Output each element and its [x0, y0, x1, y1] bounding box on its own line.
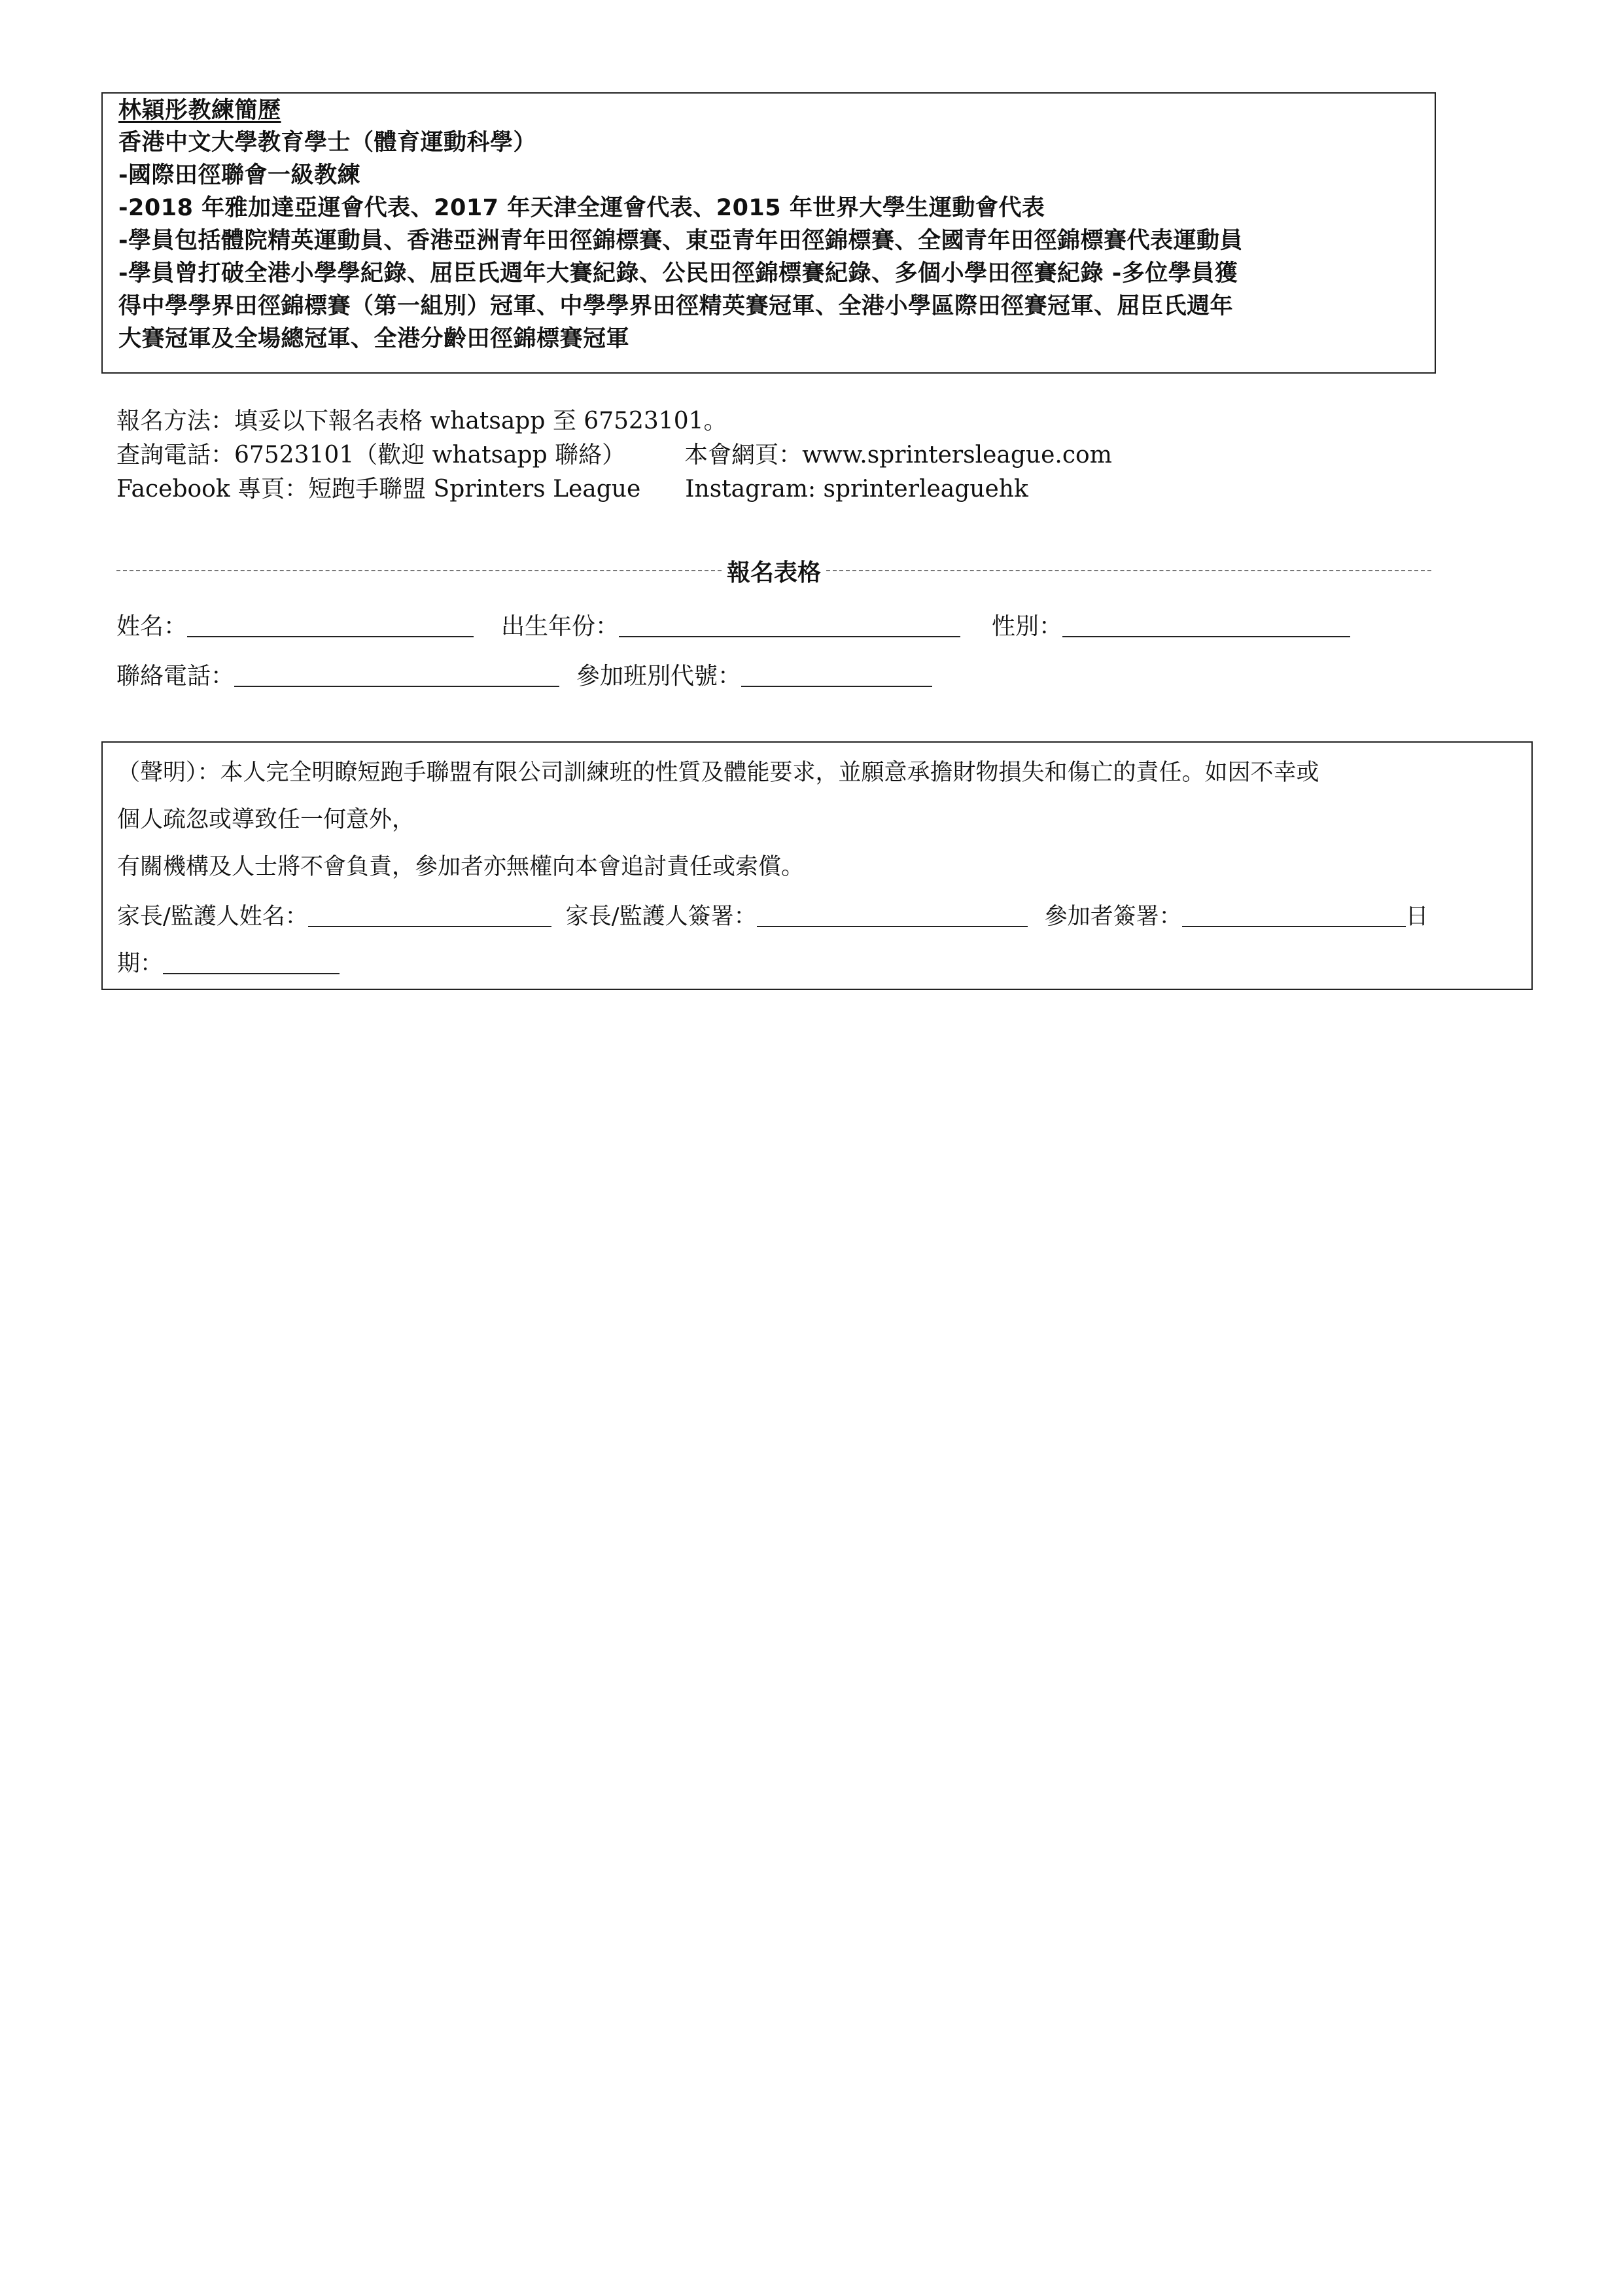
form-row-personal: [116, 603, 1350, 643]
coach-bio-line: -國際田徑聯會一級教練: [118, 162, 361, 188]
parent-signature-field[interactable]: [757, 900, 1028, 927]
website-link[interactable]: 本會網頁：www.sprintersleague.com: [684, 442, 1112, 468]
birth-year-field[interactable]: [619, 610, 960, 637]
declaration-line: 個人疏忽或導致任一何意外，: [117, 807, 415, 833]
form-heading: 報名表格: [727, 558, 822, 586]
class-code-label: 參加班別代號：: [576, 663, 742, 690]
coach-bio-line: 香港中文大學教育學士（體育運動科學）: [118, 130, 537, 156]
birth-year-label: 出生年份：: [501, 613, 620, 640]
name-label: 姓名：: [116, 613, 188, 640]
declaration-line: 有關機構及人士將不會負責，參加者亦無權向本會追討責任或索償。: [117, 854, 805, 880]
coach-bio-line: -2018 年雅加達亞運會代表、2017 年天津全運會代表、2015 年世界大學生運動會代表: [118, 195, 1045, 221]
parent-name-field[interactable]: [308, 900, 551, 927]
coach-bio-line: -學員包括體院精英運動員、香港亞洲青年田徑錦標賽、東亞青年田徑錦標賽、全國青年田徑錦標賽代表運動員: [118, 228, 1244, 254]
participant-signature-field[interactable]: [1182, 900, 1406, 927]
divider-dash-right: [826, 570, 1431, 571]
form-divider: [116, 554, 1431, 588]
date-field[interactable]: [163, 947, 340, 974]
gender-label: 性別：: [992, 613, 1063, 640]
divider-dash-left: [116, 570, 722, 571]
coach-bio-line: 大賽冠軍及全場總冠軍、全港分齡田徑錦標賽冠軍: [118, 326, 630, 352]
facebook-page[interactable]: Facebook 專頁：短跑手聯盟 Sprinters League: [116, 476, 641, 503]
coach-bio-box: [101, 92, 1436, 374]
name-field[interactable]: [187, 610, 474, 637]
parent-name-label: 家長/監護人姓名：: [117, 904, 308, 930]
participant-signature-label: 參加者簽署：: [1044, 904, 1182, 930]
coach-bio-line: 得中學學界田徑錦標賽（第一組別）冠軍、中學學界田徑精英賽冠軍、全港小學區際田徑賽冠軍、屈臣氏週年: [118, 293, 1234, 319]
signature-row: [117, 891, 1517, 938]
phone-field[interactable]: [234, 660, 559, 687]
contact-info: [116, 404, 1112, 506]
declaration-box: [101, 741, 1533, 990]
coach-bio-line: -學員曾打破全港小學學紀錄、屈臣氏週年大賽紀錄、公民田徑錦標賽紀錄、多個小學田徑賽紀錄 -多位學員獲: [118, 260, 1238, 287]
parent-signature-label: 家長/監護人簽署：: [565, 904, 757, 930]
registration-method: 報名方法：填妥以下報名表格 whatsapp 至 67523101。: [116, 408, 727, 434]
gender-field[interactable]: [1062, 610, 1350, 637]
phone-label: 聯絡電話：: [116, 663, 235, 690]
enquiry-line: [116, 438, 1112, 472]
enquiry-phone: 查詢電話：67523101（歡迎 whatsapp 聯絡）: [116, 442, 626, 468]
date-label-part2: 期：: [117, 951, 164, 977]
date-label-part1: 日: [1405, 904, 1429, 930]
coach-bio-title: 林穎彤教練簡歷: [118, 97, 281, 124]
form-row-contact: [116, 653, 932, 692]
class-code-field[interactable]: [741, 660, 932, 687]
instagram-account[interactable]: Instagram: sprinterleaguehk: [685, 476, 1028, 503]
social-line: [116, 472, 1112, 506]
declaration-line: （聲明）：本人完全明瞭短跑手聯盟有限公司訓練班的性質及體能要求，並願意承擔財物損失和傷亡的責任。如因不幸或: [117, 760, 1319, 786]
date-row: [117, 938, 1517, 985]
